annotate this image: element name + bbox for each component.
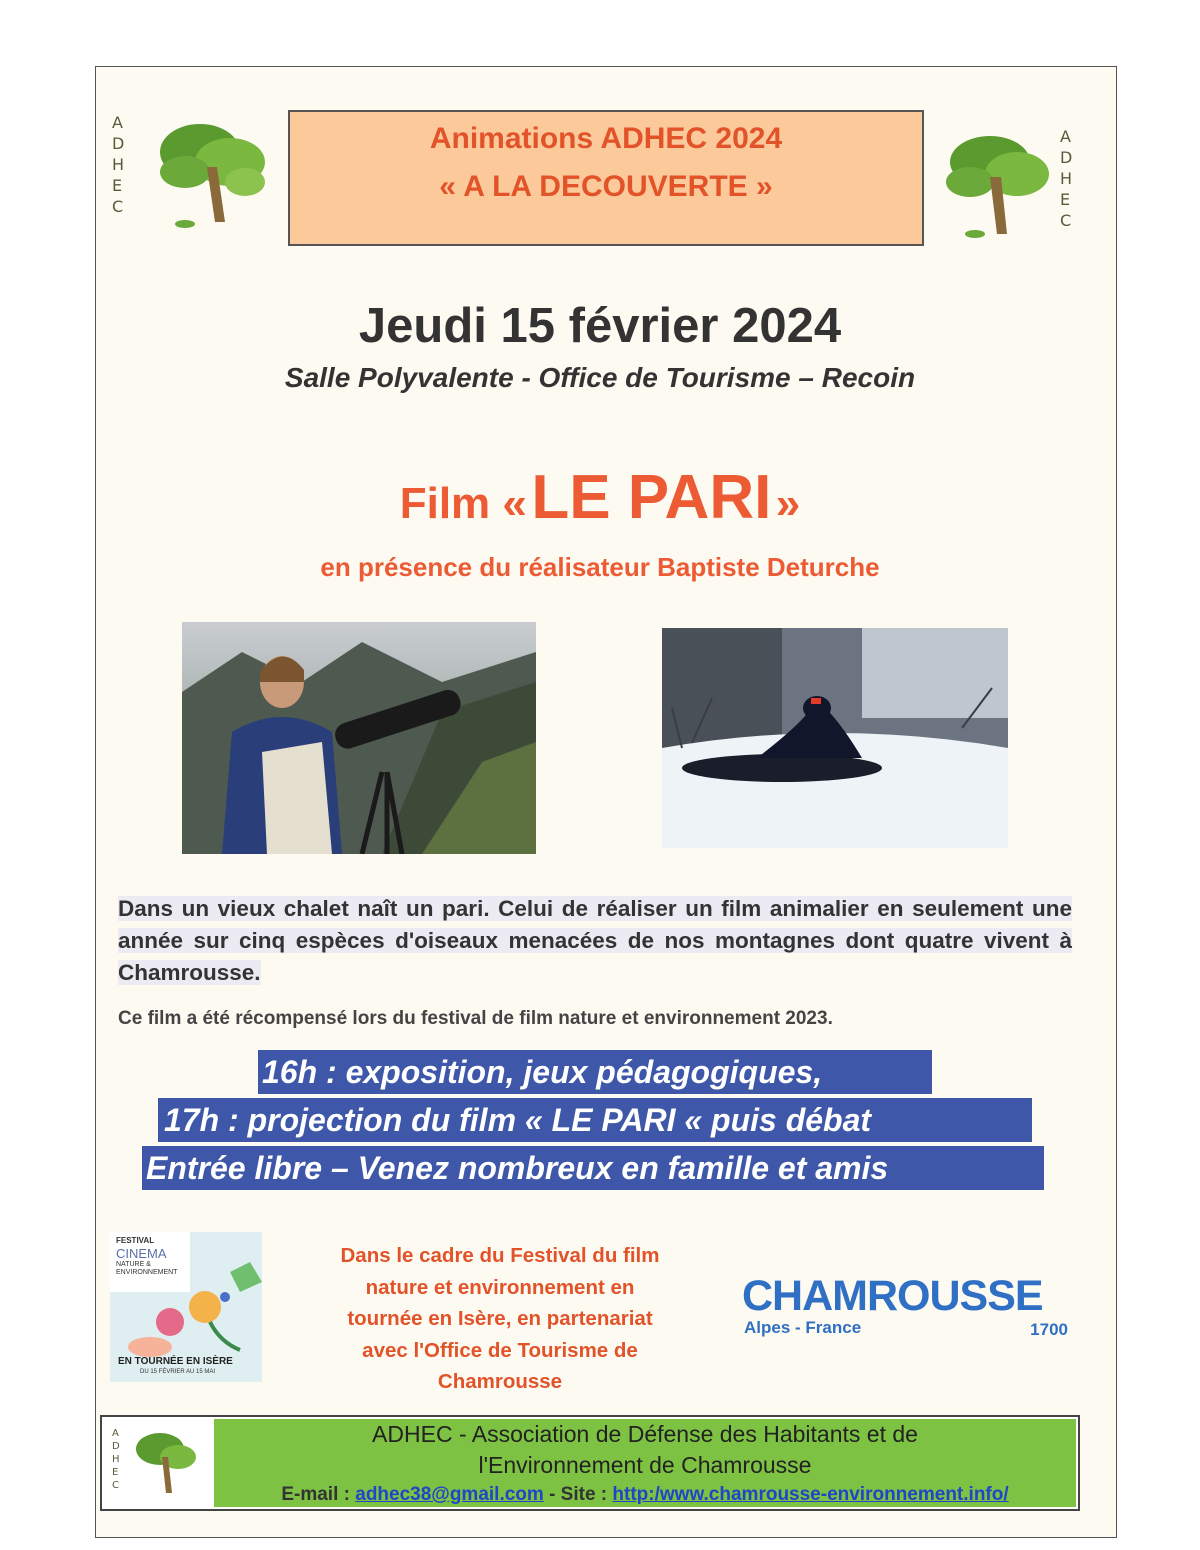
festival-logo-line2: CINEMA [116,1246,167,1261]
festival-logo [110,1232,262,1382]
email-label: E-mail : [281,1484,350,1505]
adhec-logo-letters-footer: A D H E C [112,1428,120,1491]
festival-logo-line1: FESTIVAL [116,1236,155,1245]
series-subtitle: « A LA DECOUVERTE » [439,170,773,203]
association-name-line2: l'Environnement de Chamrousse [478,1452,812,1478]
schedule-line-2: 17h : projection du film « LE PARI « puis débat [158,1098,1032,1142]
chamrousse-logo-altitude: 1700 [1030,1320,1068,1339]
film-title-prefix: Film « [399,479,527,528]
film-title [0,462,1200,533]
festival-logo-tour: EN TOURNÉE EN ISÈRE [118,1356,233,1367]
adhec-logo-letters-left: A D H E C [112,113,125,216]
event-venue: Salle Polyvalente - Office de Tourisme – Recoin [284,362,916,393]
tree-logo-right [935,122,1055,240]
filmmaker-photo [182,622,536,854]
tree-logo-footer [130,1427,200,1497]
tree-logo-left [145,112,270,230]
email-link[interactable]: adhec38@gmail.com [355,1484,544,1505]
award-note: Ce film a été récompensé lors du festival de film nature et environnement 2023. [118,1008,833,1029]
partnership-note: Dans le cadre du Festival du film nature et environnement en tournée en Isère, en partenariat avec l'Office de Tourisme de Chamrousse [340,1244,660,1393]
schedule-line-1: 16h : exposition, jeux pédagogiques, [258,1050,932,1094]
chamrousse-logo [742,1272,1072,1342]
film-title-suffix: » [775,479,801,528]
contact-line [214,1481,1076,1509]
website-link[interactable]: http:/www.chamrousse-environnement.info/ [612,1484,1009,1505]
adhec-logo-letters-right: A D H E C [1060,127,1073,230]
series-title: Animations ADHEC 2024 [429,122,783,155]
event-date: Jeudi 15 février 2024 [358,299,842,353]
film-description: Dans un vieux chalet naît un pari. Celui de réaliser un film animalier en seulement une année sur cinq espèces d'oiseaux menacées de nos montagnes dont quatre vivent à Chamrousse. [118,896,1072,985]
site-label: - Site : [549,1484,608,1505]
festival-logo-line4: ENVIRONNEMENT [116,1269,178,1276]
festival-logo-dates: DU 15 FÉVRIER AU 15 MAI [140,1369,216,1375]
director-line: en présence du réalisateur Baptiste Deturche [320,552,880,582]
film-title-name: LE PARI [531,463,772,532]
footer-association-box [100,1415,1080,1511]
chamrousse-logo-name: CHAMROUSSE [742,1272,1043,1320]
association-name-line1: ADHEC - Association de Défense des Habitants et de [372,1421,918,1447]
festival-logo-line3: NATURE & [116,1261,151,1268]
chamrousse-logo-sub: Alpes - France [744,1318,862,1337]
schedule-line-3: Entrée libre – Venez nombreux en famille et amis [142,1146,1044,1190]
black-grouse-photo [662,628,1008,848]
event-series-title-box [288,110,924,246]
footer-info [214,1419,1076,1507]
